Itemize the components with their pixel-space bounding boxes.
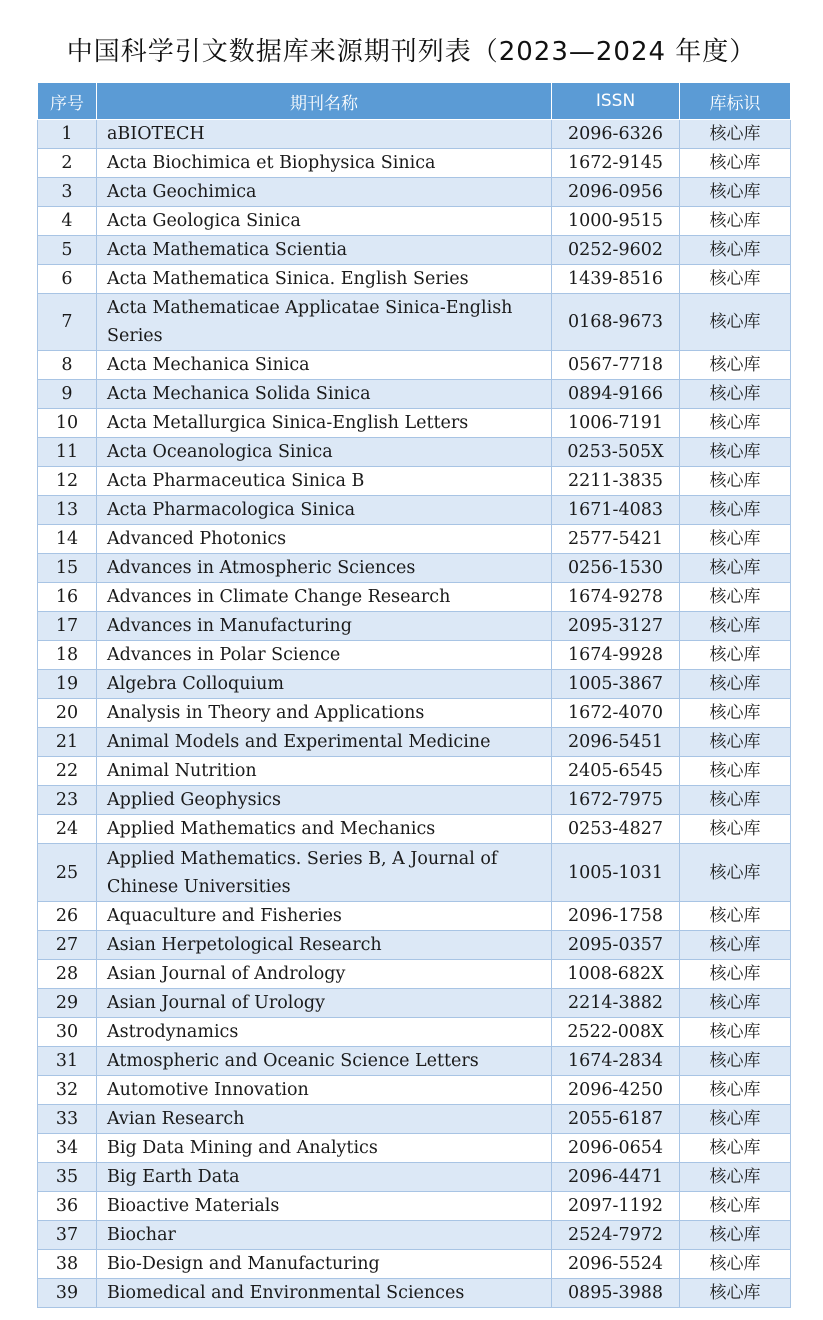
issn-cell: 2524-7972 xyxy=(552,1221,680,1250)
journal-name-cell: Acta Mechanica Solida Sinica xyxy=(97,380,552,409)
journal-name-cell: Astrodynamics xyxy=(97,1018,552,1047)
journal-name-cell: Avian Research xyxy=(97,1105,552,1134)
table-row xyxy=(38,1018,791,1047)
table-row xyxy=(38,641,791,670)
table-row xyxy=(38,902,791,931)
serial-number-cell: 24 xyxy=(38,815,97,844)
journal-name-cell: Advances in Climate Change Research xyxy=(97,583,552,612)
table-row xyxy=(38,236,791,265)
issn-cell: 0894-9166 xyxy=(552,380,680,409)
library-label-cell: 核心库 xyxy=(680,1250,791,1279)
issn-cell: 2211-3835 xyxy=(552,467,680,496)
serial-number-cell: 33 xyxy=(38,1105,97,1134)
serial-number-cell: 3 xyxy=(38,178,97,207)
table-row xyxy=(38,496,791,525)
serial-number-cell: 34 xyxy=(38,1134,97,1163)
journal-name-cell: aBIOTECH xyxy=(97,120,552,149)
library-label-cell: 核心库 xyxy=(680,815,791,844)
library-label-cell: 核心库 xyxy=(680,1047,791,1076)
table-row xyxy=(38,1047,791,1076)
serial-number-cell: 1 xyxy=(38,120,97,149)
issn-cell: 0567-7718 xyxy=(552,351,680,380)
table-row xyxy=(38,1163,791,1192)
library-label-cell: 核心库 xyxy=(680,902,791,931)
issn-cell: 2096-5451 xyxy=(552,728,680,757)
issn-cell: 0252-9602 xyxy=(552,236,680,265)
serial-number-cell: 38 xyxy=(38,1250,97,1279)
issn-cell: 1674-9278 xyxy=(552,583,680,612)
library-label-cell: 核心库 xyxy=(680,265,791,294)
journal-name-cell: Big Data Mining and Analytics xyxy=(97,1134,552,1163)
library-label-cell: 核心库 xyxy=(680,1105,791,1134)
journal-name-cell: Acta Mathematica Sinica. English Series xyxy=(97,265,552,294)
table-row xyxy=(38,960,791,989)
library-label-cell: 核心库 xyxy=(680,496,791,525)
journal-name-cell: Acta Geochimica xyxy=(97,178,552,207)
journal-name-cell: Bioactive Materials xyxy=(97,1192,552,1221)
table-row xyxy=(38,1105,791,1134)
serial-number-cell: 29 xyxy=(38,989,97,1018)
serial-number-cell: 25 xyxy=(38,844,97,902)
serial-number-cell: 17 xyxy=(38,612,97,641)
journal-name-cell: Asian Journal of Andrology xyxy=(97,960,552,989)
journal-name-cell: Acta Mathematicae Applicatae Sinica-English Series xyxy=(97,294,552,351)
issn-cell: 2095-0357 xyxy=(552,931,680,960)
serial-number-cell: 12 xyxy=(38,467,97,496)
serial-number-cell: 7 xyxy=(38,294,97,351)
library-label-cell: 核心库 xyxy=(680,294,791,351)
serial-number-cell: 16 xyxy=(38,583,97,612)
table-row xyxy=(38,438,791,467)
table-row xyxy=(38,294,791,351)
issn-cell: 1005-1031 xyxy=(552,844,680,902)
issn-cell: 1439-8516 xyxy=(552,265,680,294)
library-label-cell: 核心库 xyxy=(680,380,791,409)
library-label-cell: 核心库 xyxy=(680,786,791,815)
table-row xyxy=(38,612,791,641)
serial-number-cell: 14 xyxy=(38,525,97,554)
journal-table xyxy=(37,82,791,1308)
issn-cell: 2096-5524 xyxy=(552,1250,680,1279)
library-label-cell: 核心库 xyxy=(680,1076,791,1105)
table-row xyxy=(38,1134,791,1163)
serial-number-cell: 10 xyxy=(38,409,97,438)
table-row xyxy=(38,178,791,207)
issn-cell: 2096-0654 xyxy=(552,1134,680,1163)
issn-cell: 1008-682X xyxy=(552,960,680,989)
issn-cell: 1672-9145 xyxy=(552,149,680,178)
serial-number-cell: 36 xyxy=(38,1192,97,1221)
issn-cell: 1674-2834 xyxy=(552,1047,680,1076)
header-library-label: 库标识 xyxy=(680,83,791,120)
table-row xyxy=(38,1221,791,1250)
table-row xyxy=(38,207,791,236)
table-row xyxy=(38,728,791,757)
serial-number-cell: 23 xyxy=(38,786,97,815)
journal-name-cell: Animal Models and Experimental Medicine xyxy=(97,728,552,757)
table-row xyxy=(38,757,791,786)
issn-cell: 2096-4250 xyxy=(552,1076,680,1105)
issn-cell: 1671-4083 xyxy=(552,496,680,525)
table-row xyxy=(38,1279,791,1308)
serial-number-cell: 20 xyxy=(38,699,97,728)
table-row xyxy=(38,525,791,554)
issn-cell: 2096-0956 xyxy=(552,178,680,207)
serial-number-cell: 11 xyxy=(38,438,97,467)
issn-cell: 0253-4827 xyxy=(552,815,680,844)
library-label-cell: 核心库 xyxy=(680,757,791,786)
library-label-cell: 核心库 xyxy=(680,178,791,207)
issn-cell: 2097-1192 xyxy=(552,1192,680,1221)
table-row xyxy=(38,1076,791,1105)
journal-name-cell: Acta Biochimica et Biophysica Sinica xyxy=(97,149,552,178)
serial-number-cell: 28 xyxy=(38,960,97,989)
journal-name-cell: Animal Nutrition xyxy=(97,757,552,786)
issn-cell: 2096-6326 xyxy=(552,120,680,149)
serial-number-cell: 22 xyxy=(38,757,97,786)
library-label-cell: 核心库 xyxy=(680,1018,791,1047)
issn-cell: 1000-9515 xyxy=(552,207,680,236)
library-label-cell: 核心库 xyxy=(680,149,791,178)
serial-number-cell: 19 xyxy=(38,670,97,699)
header-serial-number: 序号 xyxy=(38,83,97,120)
journal-name-cell: Biochar xyxy=(97,1221,552,1250)
journal-name-cell: Biomedical and Environmental Sciences xyxy=(97,1279,552,1308)
table-row xyxy=(38,989,791,1018)
library-label-cell: 核心库 xyxy=(680,1279,791,1308)
serial-number-cell: 26 xyxy=(38,902,97,931)
table-row xyxy=(38,670,791,699)
journal-name-cell: Bio-Design and Manufacturing xyxy=(97,1250,552,1279)
journal-name-cell: Applied Mathematics and Mechanics xyxy=(97,815,552,844)
library-label-cell: 核心库 xyxy=(680,1192,791,1221)
issn-cell: 2095-3127 xyxy=(552,612,680,641)
library-label-cell: 核心库 xyxy=(680,641,791,670)
table-row xyxy=(38,409,791,438)
journal-name-cell: Acta Metallurgica Sinica-English Letters xyxy=(97,409,552,438)
library-label-cell: 核心库 xyxy=(680,844,791,902)
library-label-cell: 核心库 xyxy=(680,1163,791,1192)
issn-cell: 2096-4471 xyxy=(552,1163,680,1192)
serial-number-cell: 15 xyxy=(38,554,97,583)
library-label-cell: 核心库 xyxy=(680,207,791,236)
table-row xyxy=(38,1192,791,1221)
journal-name-cell: Algebra Colloquium xyxy=(97,670,552,699)
journal-name-cell: Aquaculture and Fisheries xyxy=(97,902,552,931)
journal-name-cell: Analysis in Theory and Applications xyxy=(97,699,552,728)
table-row xyxy=(38,786,791,815)
journal-name-cell: Acta Pharmaceutica Sinica B xyxy=(97,467,552,496)
library-label-cell: 核心库 xyxy=(680,931,791,960)
serial-number-cell: 27 xyxy=(38,931,97,960)
issn-cell: 0895-3988 xyxy=(552,1279,680,1308)
library-label-cell: 核心库 xyxy=(680,351,791,380)
page-title: 中国科学引文数据库来源期刊列表（2023—2024 年度） xyxy=(66,37,757,67)
serial-number-cell: 8 xyxy=(38,351,97,380)
journal-name-cell: Acta Oceanologica Sinica xyxy=(97,438,552,467)
library-label-cell: 核心库 xyxy=(680,409,791,438)
library-label-cell: 核心库 xyxy=(680,554,791,583)
header-issn: ISSN xyxy=(552,83,680,120)
library-label-cell: 核心库 xyxy=(680,1221,791,1250)
serial-number-cell: 35 xyxy=(38,1163,97,1192)
journal-name-cell: Advances in Polar Science xyxy=(97,641,552,670)
library-label-cell: 核心库 xyxy=(680,525,791,554)
journal-name-cell: Automotive Innovation xyxy=(97,1076,552,1105)
library-label-cell: 核心库 xyxy=(680,612,791,641)
journal-name-cell: Acta Mechanica Sinica xyxy=(97,351,552,380)
journal-name-cell: Acta Geologica Sinica xyxy=(97,207,552,236)
issn-cell: 1005-3867 xyxy=(552,670,680,699)
serial-number-cell: 6 xyxy=(38,265,97,294)
serial-number-cell: 37 xyxy=(38,1221,97,1250)
table-row xyxy=(38,351,791,380)
library-label-cell: 核心库 xyxy=(680,120,791,149)
journal-name-cell: Acta Mathematica Scientia xyxy=(97,236,552,265)
journal-name-cell: Asian Herpetological Research xyxy=(97,931,552,960)
library-label-cell: 核心库 xyxy=(680,583,791,612)
table-row xyxy=(38,467,791,496)
serial-number-cell: 18 xyxy=(38,641,97,670)
issn-cell: 1672-4070 xyxy=(552,699,680,728)
library-label-cell: 核心库 xyxy=(680,1134,791,1163)
header-row xyxy=(38,83,791,120)
serial-number-cell: 39 xyxy=(38,1279,97,1308)
journal-name-cell: Advances in Atmospheric Sciences xyxy=(97,554,552,583)
journal-name-cell: Advances in Manufacturing xyxy=(97,612,552,641)
header-journal-name: 期刊名称 xyxy=(97,83,552,120)
table-row xyxy=(38,554,791,583)
serial-number-cell: 32 xyxy=(38,1076,97,1105)
serial-number-cell: 2 xyxy=(38,149,97,178)
journal-name-cell: Big Earth Data xyxy=(97,1163,552,1192)
issn-cell: 0256-1530 xyxy=(552,554,680,583)
library-label-cell: 核心库 xyxy=(680,989,791,1018)
table-body xyxy=(38,120,791,1308)
serial-number-cell: 30 xyxy=(38,1018,97,1047)
table-row xyxy=(38,1250,791,1279)
issn-cell: 0168-9673 xyxy=(552,294,680,351)
journal-name-cell: Acta Pharmacologica Sinica xyxy=(97,496,552,525)
library-label-cell: 核心库 xyxy=(680,699,791,728)
issn-cell: 2055-6187 xyxy=(552,1105,680,1134)
journal-name-cell: Applied Mathematics. Series B, A Journal of Chinese Universities xyxy=(97,844,552,902)
table-row xyxy=(38,699,791,728)
journal-name-cell: Atmospheric and Oceanic Science Letters xyxy=(97,1047,552,1076)
journal-name-cell: Advanced Photonics xyxy=(97,525,552,554)
library-label-cell: 核心库 xyxy=(680,236,791,265)
issn-cell: 1006-7191 xyxy=(552,409,680,438)
journal-name-cell: Asian Journal of Urology xyxy=(97,989,552,1018)
table-row xyxy=(38,265,791,294)
table-row xyxy=(38,120,791,149)
table-row xyxy=(38,380,791,409)
table-row xyxy=(38,149,791,178)
issn-cell: 2214-3882 xyxy=(552,989,680,1018)
journal-name-cell: Applied Geophysics xyxy=(97,786,552,815)
serial-number-cell: 13 xyxy=(38,496,97,525)
table-header xyxy=(38,83,791,120)
library-label-cell: 核心库 xyxy=(680,728,791,757)
library-label-cell: 核心库 xyxy=(680,438,791,467)
serial-number-cell: 4 xyxy=(38,207,97,236)
serial-number-cell: 21 xyxy=(38,728,97,757)
issn-cell: 2522-008X xyxy=(552,1018,680,1047)
issn-cell: 2096-1758 xyxy=(552,902,680,931)
issn-cell: 1672-7975 xyxy=(552,786,680,815)
issn-cell: 2577-5421 xyxy=(552,525,680,554)
table-row xyxy=(38,815,791,844)
serial-number-cell: 5 xyxy=(38,236,97,265)
issn-cell: 1674-9928 xyxy=(552,641,680,670)
serial-number-cell: 9 xyxy=(38,380,97,409)
table-row xyxy=(38,931,791,960)
table-row xyxy=(38,583,791,612)
issn-cell: 2405-6545 xyxy=(552,757,680,786)
serial-number-cell: 31 xyxy=(38,1047,97,1076)
library-label-cell: 核心库 xyxy=(680,467,791,496)
library-label-cell: 核心库 xyxy=(680,670,791,699)
table-row xyxy=(38,844,791,902)
issn-cell: 0253-505X xyxy=(552,438,680,467)
library-label-cell: 核心库 xyxy=(680,960,791,989)
